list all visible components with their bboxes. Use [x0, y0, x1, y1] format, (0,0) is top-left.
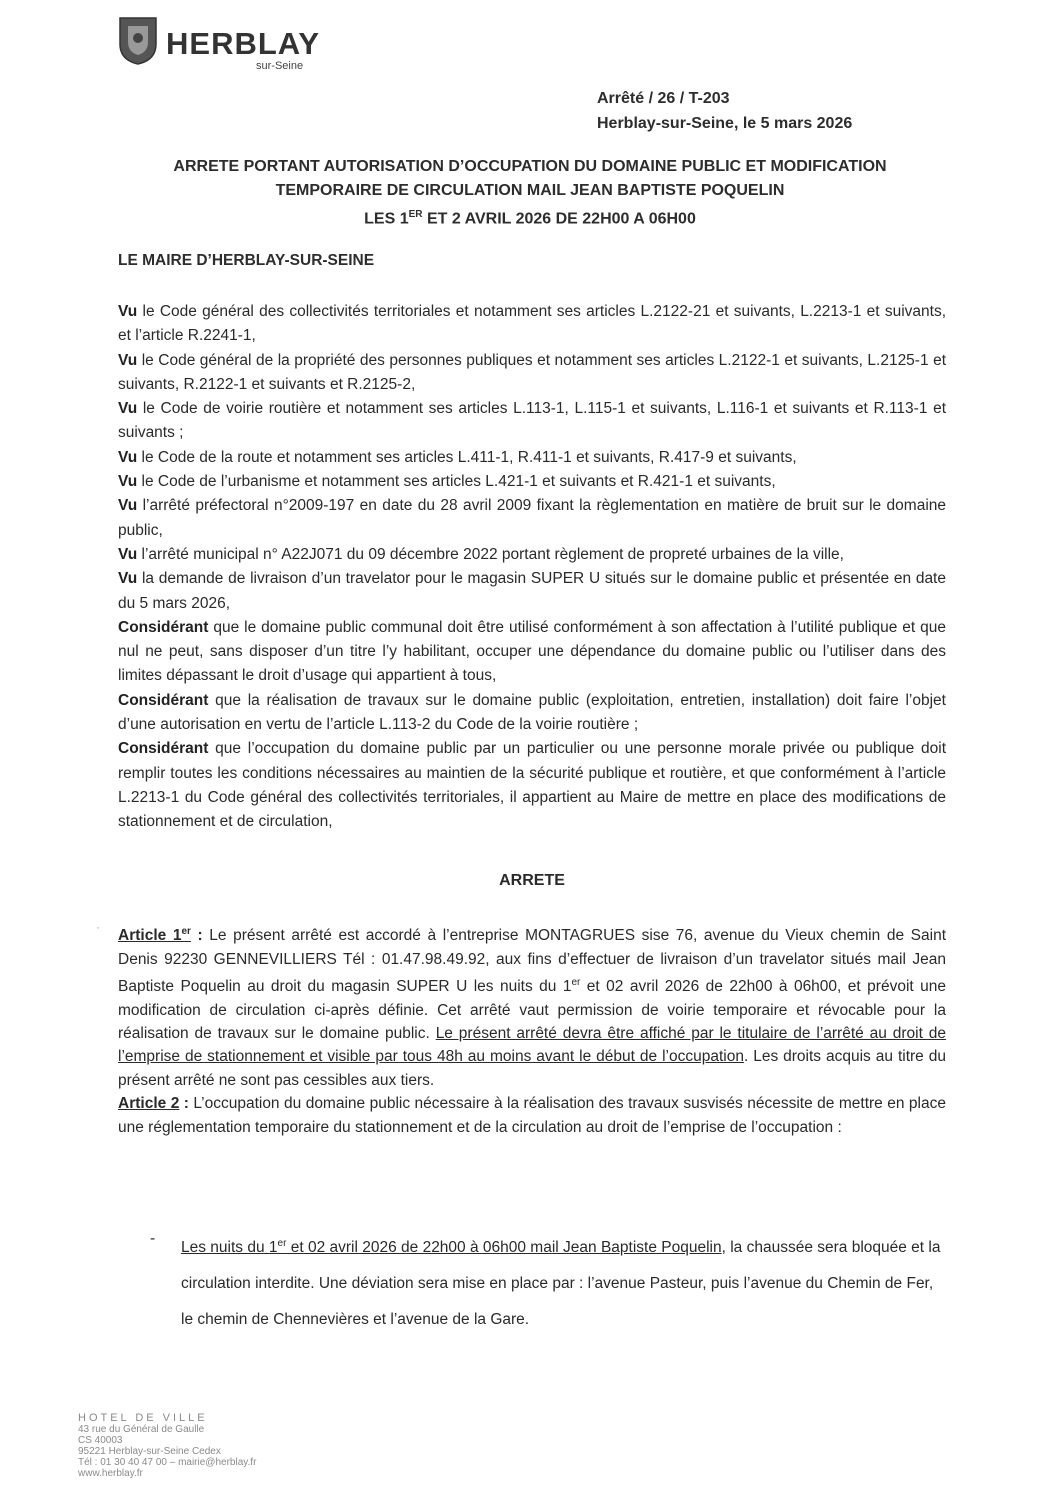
visa-item [118, 397, 946, 446]
visa-item [118, 446, 946, 470]
article-2 [118, 1092, 946, 1139]
bullet-u-sup: er [277, 1238, 287, 1249]
visa-item [118, 470, 946, 494]
visa-item [118, 737, 946, 834]
article-1-text-b: et 02 avril 2026 de 22h00 à 06h00, et prévoit une modification de circulation ci-après définie. Cet arrêté vaut permission de voirie temporaire et révocable pour la réalisation de travaux sur le domaine public. [118, 978, 946, 1042]
visa-text: le Code de l’urbanisme et notamment ses articles L.421-1 et suivants et R.421-1 et suivants, [137, 473, 776, 491]
brand-subtitle: sur-Seine [256, 60, 304, 72]
footer-line-3: CS 40003 [78, 1435, 123, 1446]
article-1-text-sup: er [571, 976, 581, 988]
bullet-underlined [181, 1239, 722, 1256]
bullet-u-b: et 02 avril 2026 de 22h00 à 06h00 mail Jean Baptiste Poquelin [286, 1239, 722, 1257]
visa-text: que la réalisation de travaux sur le domaine public (exploitation, entretien, installation) doit faire l’objet d’une autorisation en vertu de l’article L.113-2 du Code de la voirie routière ; [118, 691, 946, 734]
herblay-logo [116, 12, 336, 78]
article-2-sep: : [179, 1095, 194, 1113]
footer-line-1: HOTEL DE VILLE [78, 1412, 208, 1424]
visa-text: l’arrêté préfectoral n°2009-197 en date du 28 avril 2009 fixant la règlementation en matière de bruit sur le domaine public, [118, 497, 946, 539]
maire-heading: LE MAIRE D’HERBLAY-SUR-SEINE [118, 252, 375, 269]
visa-lead: Vu [118, 545, 138, 563]
bullet-text: , la chaussée sera bloquée et la circulation interdite. Une déviation sera mise en place par : l’avenue Pasteur, puis l’avenue du Chemin de Fer, le chemin de Chennevières et l’avenue de la Gare. [181, 1239, 941, 1329]
crest-icon [116, 14, 160, 66]
brand-name: HERBLAY [166, 26, 320, 61]
visa-text: l’arrêté municipal n° A22J071 du 09 décembre 2022 portant règlement de propreté urbaines de la ville, [137, 545, 844, 563]
visa-lead: Vu [118, 473, 138, 491]
arrete-heading: ARRETE [499, 872, 565, 889]
bullet-dash: - [150, 1230, 156, 1247]
visa-text: le Code général de la propriété des personnes publiques et notamment ses articles L.2122-1 et suivants, L.2125-1 et suivants, R.2122-1 et suivants et R.2125-2, [118, 351, 946, 393]
title-line-3-sup: ER [408, 209, 423, 220]
visa-text: que l’occupation du domaine public par un particulier ou une personne morale privée ou publique doit remplir toutes les conditions nécessaires au maintien de la sécurité publique et routière, et que conformément à l’article L.2213-1 du Code général des collectivités territoriales, il appartient au Maire de mettre en place des modifications de stationnement et de circulation, [118, 740, 946, 831]
title-line-3-b: ET 2 AVRIL 2026 DE 22H00 A 06H00 [422, 210, 696, 228]
articles [118, 920, 946, 1139]
footer-line-2: 43 rue du Général de Gaulle [78, 1424, 205, 1435]
footer-line-6: www.herblay.fr [78, 1468, 143, 1479]
visa-lead: Vu [118, 400, 138, 418]
document-title [110, 155, 950, 231]
visa-item [118, 300, 946, 349]
arrete-reference: Arrêté / 26 / T-203 [597, 90, 730, 107]
margin-mark: · [96, 920, 100, 934]
bullet-item [181, 1226, 943, 1338]
article-1-sep: : [190, 927, 210, 945]
visa-lead: Vu [118, 448, 138, 466]
article-1-text-a: Le présent arrêté est accordé à l’entreprise MONTAGRUES sise 76, avenue du Vieux chemin de Saint Denis 92230 GENNEVILLIERS Tél : 01.47.98.49.92, aux fins d’effectuer de livraison d’un travelator situés mail Jean Baptiste Poquelin au droit du magasin SUPER U les nuits du 1 [118, 927, 946, 996]
article-1-label [118, 927, 191, 944]
visa-text: que le domaine public communal doit être utilisé conformément à son affectation à l’utilité publique et que nul ne peut, sans disposer d’un titre l’y habilitant, occuper une dépendance du domaine public ou l’utiliser dans des limites dépassant le droit d’usage qui appartient à tous, [118, 618, 946, 685]
article-1 [118, 920, 946, 1092]
visa-item [118, 616, 946, 689]
visa-item [118, 349, 946, 398]
footer-address [78, 1413, 378, 1479]
visas-list [118, 300, 946, 835]
article-2-label: Article 2 [118, 1095, 180, 1113]
visa-item [118, 494, 946, 543]
visa-item [118, 543, 946, 567]
article-1-label-text: Article 1 [118, 927, 182, 945]
visa-lead: Considérant [118, 691, 209, 709]
visa-text: le Code de voirie routière et notamment ses articles L.113-1, L.115-1 et suivants, L.116-1 et suivants et R.113-1 et suivants ; [118, 400, 946, 442]
article-2-text: L’occupation du domaine public nécessaire à la réalisation des travaux susvisés nécessite de mettre en place une réglementation temporaire du stationnement et de la circulation au droit de l’emprise de l’occupation : [118, 1095, 946, 1136]
visa-text: le Code général des collectivités territoriales et notamment ses articles L.2122-21 et suivants, L.2213-1 et suivants, et l’article R.2241-1, [118, 303, 946, 345]
visa-lead: Vu [118, 497, 138, 515]
title-line-3-a: LES 1 [364, 210, 409, 228]
bullet-u-a: Les nuits du 1 [181, 1239, 278, 1257]
footer-line-4: 95221 Herblay-sur-Seine Cedex [78, 1446, 221, 1457]
visa-text: la demande de livraison d’un travelator pour le magasin SUPER U situés sur le domaine public et présentée en date du 5 mars 2026, [118, 570, 946, 612]
article-1-label-sup: er [181, 926, 191, 937]
place-date: Herblay-sur-Seine, le 5 mars 2026 [597, 115, 853, 132]
title-line-1: ARRETE PORTANT AUTORISATION D’OCCUPATION DU DOMAINE PUBLIC ET MODIFICATION [173, 158, 887, 175]
footer-line-5: Tél : 01 30 40 47 00 – mairie@herblay.fr [78, 1457, 257, 1468]
visa-item [118, 567, 946, 616]
article-1-underlined: Le présent arrêté devra être affiché par le titulaire de l’arrêté au droit de l’emprise de stationnement et visible par tous 48h au moins avant le début de l’occupation [118, 1024, 946, 1066]
title-line-2: TEMPORAIRE DE CIRCULATION MAIL JEAN BAPTISTE POQUELIN [275, 182, 785, 199]
visa-item [118, 689, 946, 738]
visa-lead: Considérant [118, 740, 209, 758]
visa-lead: Vu [118, 570, 138, 588]
visa-lead: Vu [118, 351, 138, 369]
reference-block [597, 86, 852, 136]
visa-lead: Considérant [118, 618, 209, 636]
visa-lead: Vu [118, 303, 138, 320]
title-line-3 [110, 203, 950, 231]
visa-text: le Code de la route et notamment ses articles L.411-1, R.411-1 et suivants, R.417-9 et suivants, [137, 448, 797, 466]
article-1-text-c: . Les droits acquis au titre du présent arrêté ne sont pas cessibles aux tiers. [118, 1048, 946, 1089]
